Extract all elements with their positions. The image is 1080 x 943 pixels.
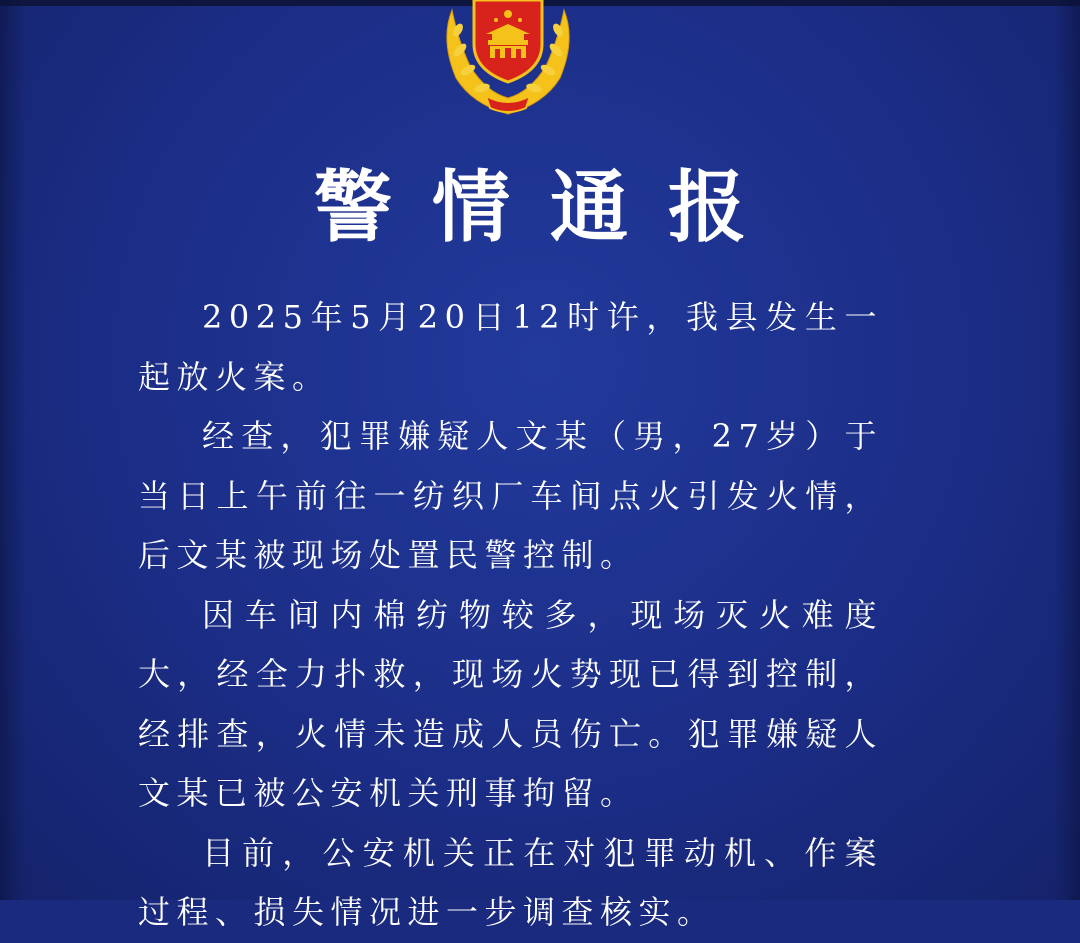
- notice-body: [138, 288, 883, 943]
- notice-title: 警情通报: [313, 162, 786, 253]
- paragraph-firefighting: 因车间内棉纺物较多，现场灭火难度大，经全力扑救，现场火势现已得到控制，经排查，火情未造成人员伤亡。犯罪嫌疑人文某已被公安机关刑事拘留。: [138, 595, 883, 812]
- paragraph-investigation: 经查，犯罪嫌疑人文某（男，27岁）于当日上午前往一纺织厂车间点火引发火情，后文某被现场处置民警控制。: [138, 417, 883, 574]
- police-emblem-icon: [434, 0, 582, 118]
- left-edge-shade: [0, 0, 26, 900]
- paragraph-incident-summary: 2025年5月20日12时许，我县发生一起放火案。: [138, 298, 883, 396]
- right-edge-shade: [1054, 0, 1080, 900]
- paragraph-current-status: 目前，公安机关正在对犯罪动机、作案过程、损失情况进一步调查核实。: [138, 833, 883, 931]
